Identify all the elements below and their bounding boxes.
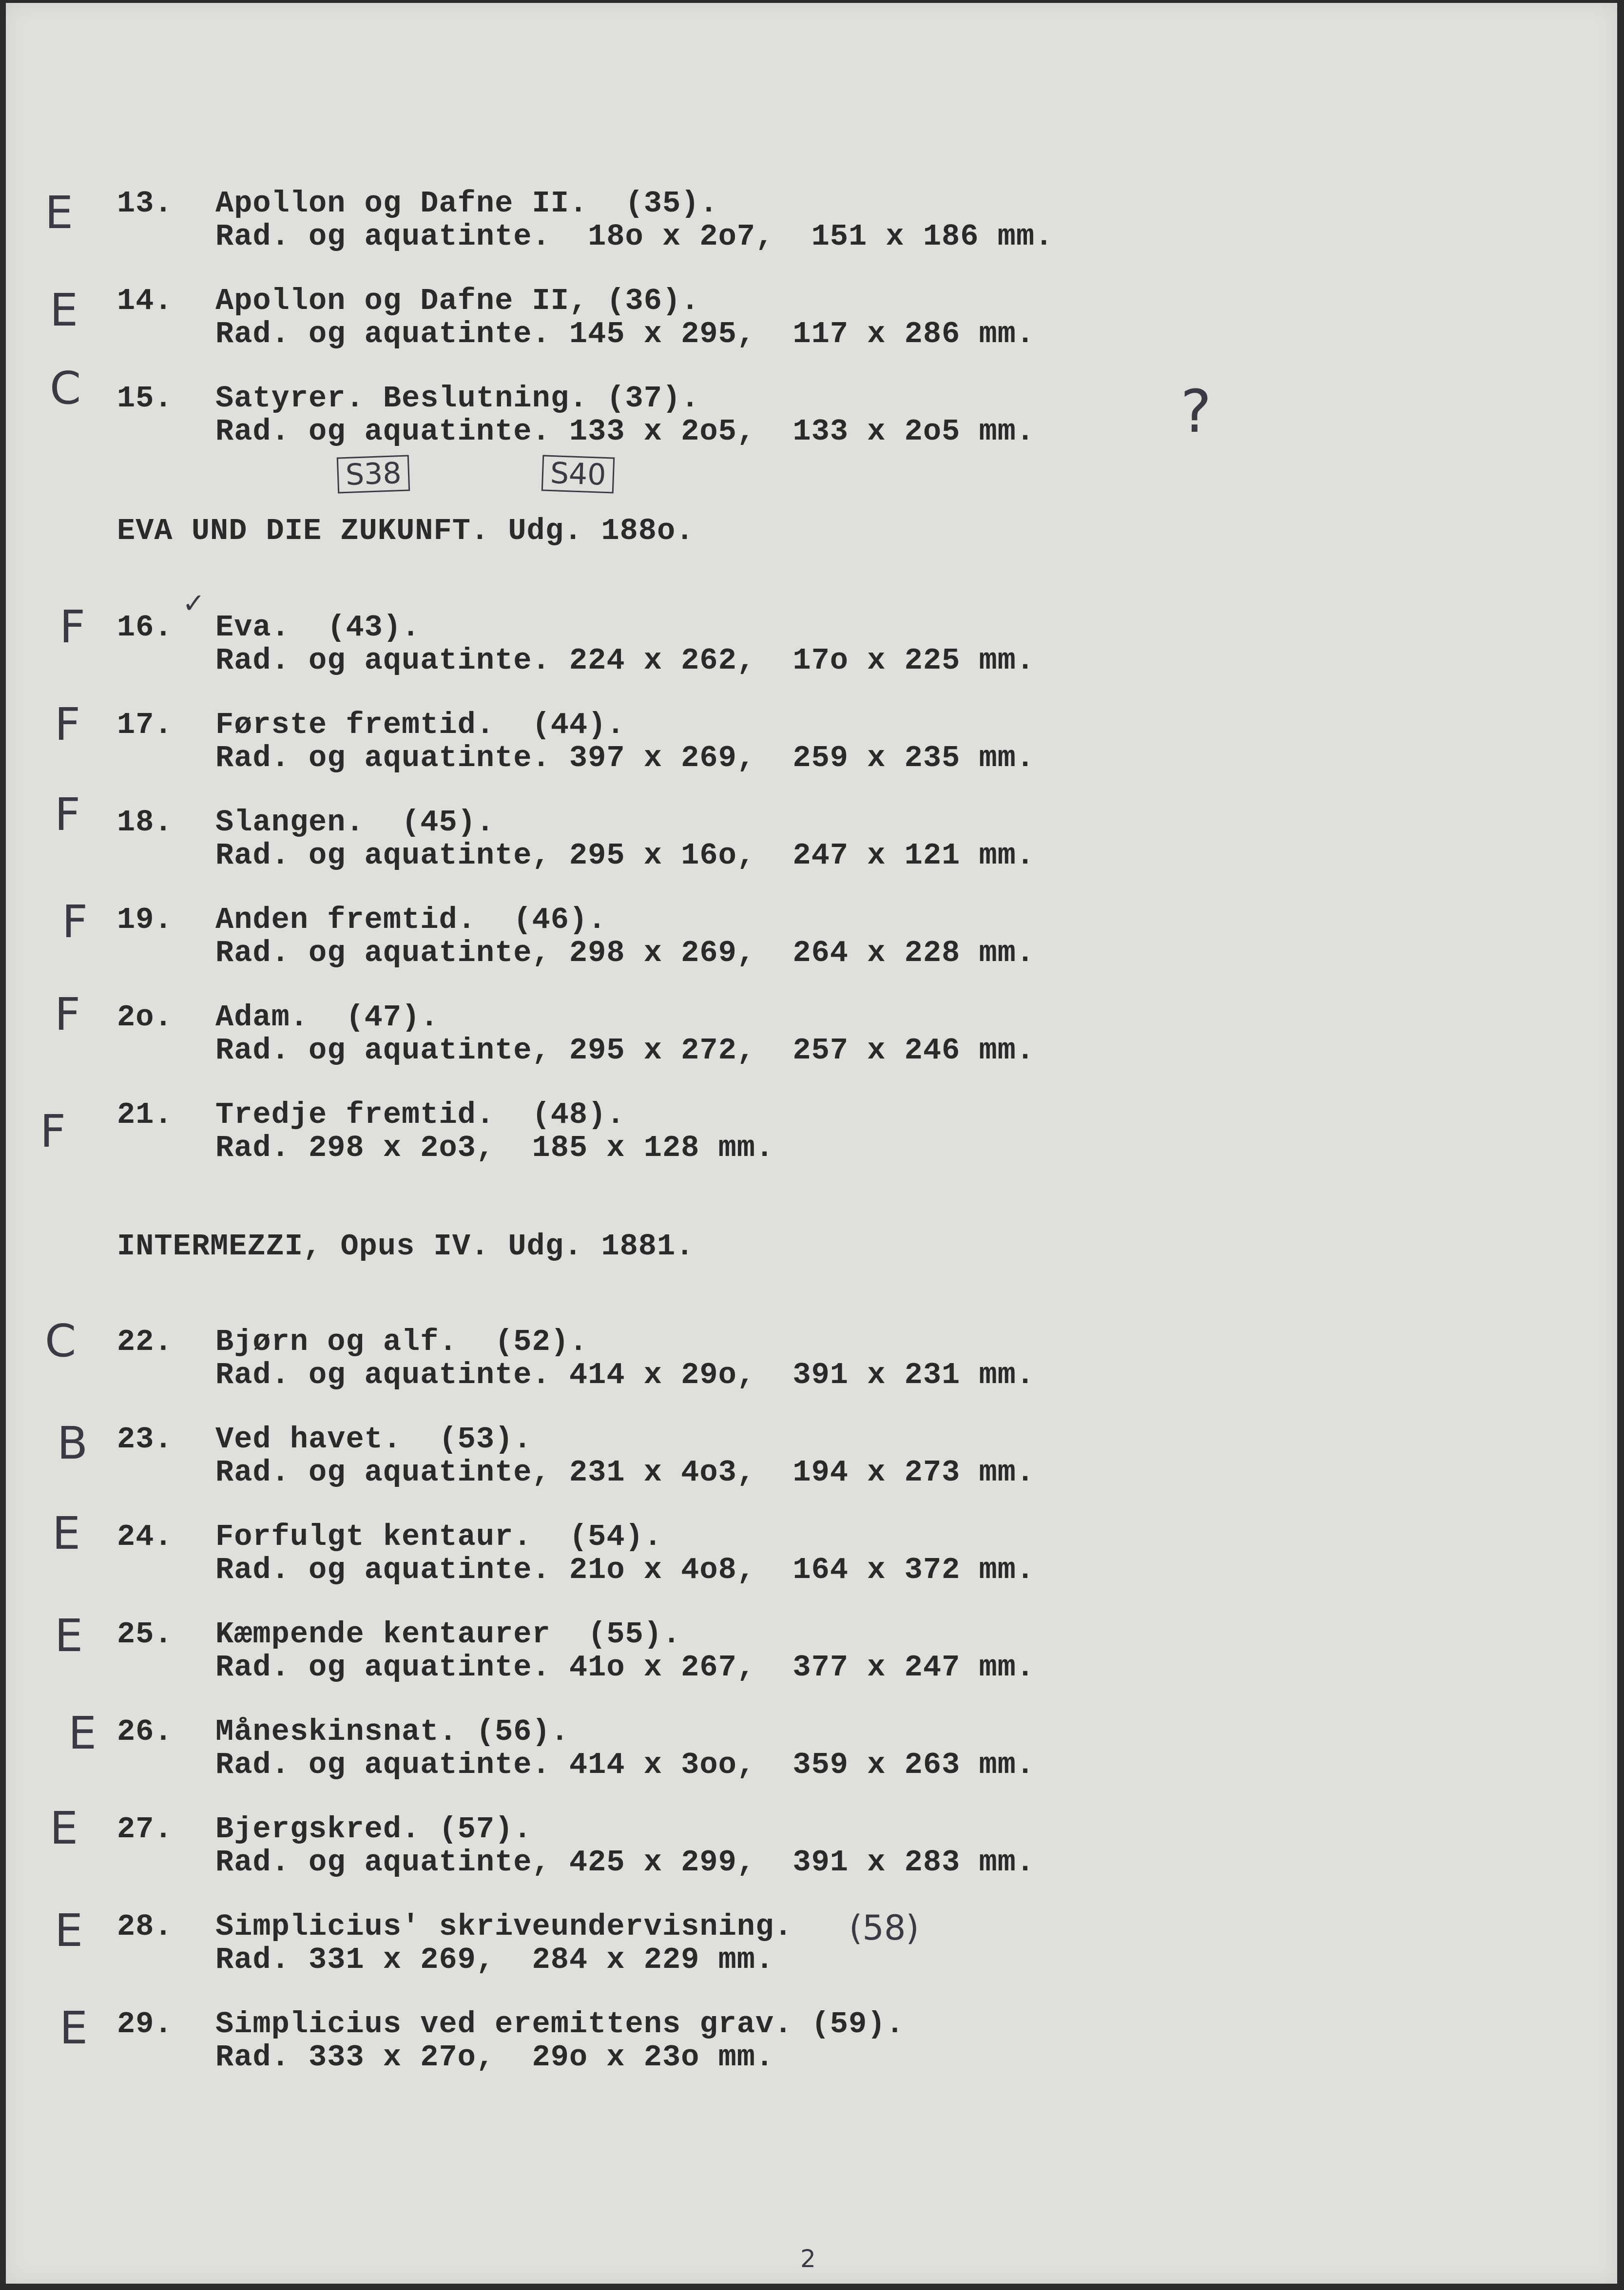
entry-title: Forfulgt kentaur. (54). bbox=[215, 1520, 662, 1554]
grade-mark: E bbox=[59, 2002, 88, 2054]
entry-title: Apollon og Dafne II. (35). bbox=[215, 186, 718, 221]
entry-detail: Rad. og aquatinte. 414 x 29o, 391 x 231 mm. bbox=[215, 1358, 1035, 1392]
entry-number: 19. bbox=[117, 903, 173, 937]
grade-mark: E bbox=[50, 1802, 78, 1854]
grade-mark: C bbox=[50, 362, 81, 414]
entry-detail: Rad. og aquatinte. 18o x 2o7, 151 x 186 mm. bbox=[215, 219, 1054, 254]
entry-number: 23. bbox=[117, 1422, 173, 1457]
entry-number: 27. bbox=[117, 1812, 173, 1847]
grade-mark: C bbox=[45, 1315, 77, 1367]
grade-mark: F bbox=[55, 789, 80, 841]
entry-detail: Rad. og aquatinte, 295 x 16o, 247 x 121 mm. bbox=[215, 838, 1035, 873]
entry-title: Tredje fremtid. (48). bbox=[215, 1097, 625, 1132]
entry-number: 26. bbox=[117, 1714, 173, 1749]
grade-mark: F bbox=[62, 896, 88, 948]
grade-mark: E bbox=[68, 1707, 97, 1759]
entry-number: 25. bbox=[117, 1617, 173, 1652]
entry-number: 14. bbox=[117, 284, 173, 318]
entry-title: Anden fremtid. (46). bbox=[215, 903, 607, 937]
grade-mark: F bbox=[55, 988, 80, 1040]
entry-number: 13. bbox=[117, 186, 173, 221]
entry-title: Bjørn og alf. (52). bbox=[215, 1325, 588, 1359]
grade-mark: E bbox=[52, 1507, 81, 1559]
entry-title: Adam. (47). bbox=[215, 1000, 439, 1035]
entry-detail: Rad. og aquatinte. 397 x 269, 259 x 235 mm. bbox=[215, 741, 1035, 775]
entry-title: Satyrer. Beslutning. (37). bbox=[215, 381, 700, 416]
entry-title: Simplicius ved eremittens grav. (59). bbox=[215, 2007, 905, 2041]
entry-detail: Rad. og aquatinte. 224 x 262, 17o x 225 mm. bbox=[215, 643, 1035, 678]
entry-number: 15. bbox=[117, 381, 173, 416]
section-heading: INTERMEZZI, Opus IV. Udg. 1881. bbox=[117, 1229, 695, 1264]
entry-detail: Rad. og aquatinte. 41o x 267, 377 x 247 mm. bbox=[215, 1650, 1035, 1685]
grade-mark: E bbox=[55, 1610, 83, 1662]
entry-detail: Rad. og aquatinte. 145 x 295, 117 x 286 mm. bbox=[215, 317, 1035, 351]
handwritten-reference: (58) bbox=[849, 1908, 919, 1948]
entry-number: 2o. bbox=[117, 1000, 173, 1035]
entry-detail: Rad. 333 x 27o, 29o x 23o mm. bbox=[215, 2040, 774, 2075]
entry-detail: Rad. og aquatinte. 133 x 2o5, 133 x 2o5 mm. bbox=[215, 414, 1035, 449]
entry-detail: Rad. og aquatinte. 21o x 4o8, 164 x 372 mm. bbox=[215, 1553, 1035, 1587]
entry-detail: Rad. 298 x 2o3, 185 x 128 mm. bbox=[215, 1131, 774, 1165]
entry-detail: Rad. og aquatinte. 414 x 3oo, 359 x 263 mm. bbox=[215, 1748, 1035, 1782]
entry-detail: Rad. og aquatinte, 298 x 269, 264 x 228 mm. bbox=[215, 936, 1035, 970]
entry-number: 17. bbox=[117, 708, 173, 742]
question-mark: ? bbox=[1180, 378, 1212, 446]
boxed-annotation: S40 bbox=[541, 455, 615, 493]
entry-detail: Rad. og aquatinte, 425 x 299, 391 x 283 mm. bbox=[215, 1845, 1035, 1880]
section-heading: EVA UND DIE ZUKUNFT. Udg. 188o. bbox=[117, 514, 695, 548]
grade-mark: B bbox=[57, 1417, 88, 1469]
grade-mark: F bbox=[40, 1105, 66, 1157]
grade-mark: F bbox=[59, 601, 85, 653]
entry-number: 22. bbox=[117, 1325, 173, 1359]
entry-title: Eva. (43). bbox=[215, 610, 421, 645]
entry-title: Første fremtid. (44). bbox=[215, 708, 625, 742]
entry-title: Apollon og Dafne II, (36). bbox=[215, 284, 700, 318]
entry-title: Måneskinsnat. (56). bbox=[215, 1714, 569, 1749]
document-page bbox=[6, 3, 1617, 2284]
entry-title: Slangen. (45). bbox=[215, 805, 495, 840]
entry-number: 18. bbox=[117, 805, 173, 840]
entry-title: Ved havet. (53). bbox=[215, 1422, 532, 1457]
grade-mark: E bbox=[55, 1905, 83, 1957]
check-mark: ✓ bbox=[182, 588, 205, 619]
entry-title: Bjergskred. (57). bbox=[215, 1812, 532, 1847]
entry-detail: Rad. og aquatinte, 231 x 4o3, 194 x 273 mm. bbox=[215, 1455, 1035, 1490]
grade-mark: F bbox=[55, 698, 80, 751]
entry-number: 21. bbox=[117, 1097, 173, 1132]
boxed-annotation: S38 bbox=[337, 455, 410, 493]
grade-mark: E bbox=[45, 187, 74, 239]
entry-number: 16. bbox=[117, 610, 173, 645]
entry-number: 28. bbox=[117, 1909, 173, 1944]
entry-number: 24. bbox=[117, 1520, 173, 1554]
entry-number: 29. bbox=[117, 2007, 173, 2041]
entry-detail: Rad. og aquatinte, 295 x 272, 257 x 246 mm. bbox=[215, 1033, 1035, 1068]
entry-title: Simplicius' skriveundervisning. bbox=[215, 1909, 793, 1944]
grade-mark: E bbox=[50, 284, 78, 336]
page-number: 2 bbox=[800, 2245, 816, 2273]
entry-detail: Rad. 331 x 269, 284 x 229 mm. bbox=[215, 1943, 774, 1977]
entry-title: Kæmpende kentaurer (55). bbox=[215, 1617, 681, 1652]
